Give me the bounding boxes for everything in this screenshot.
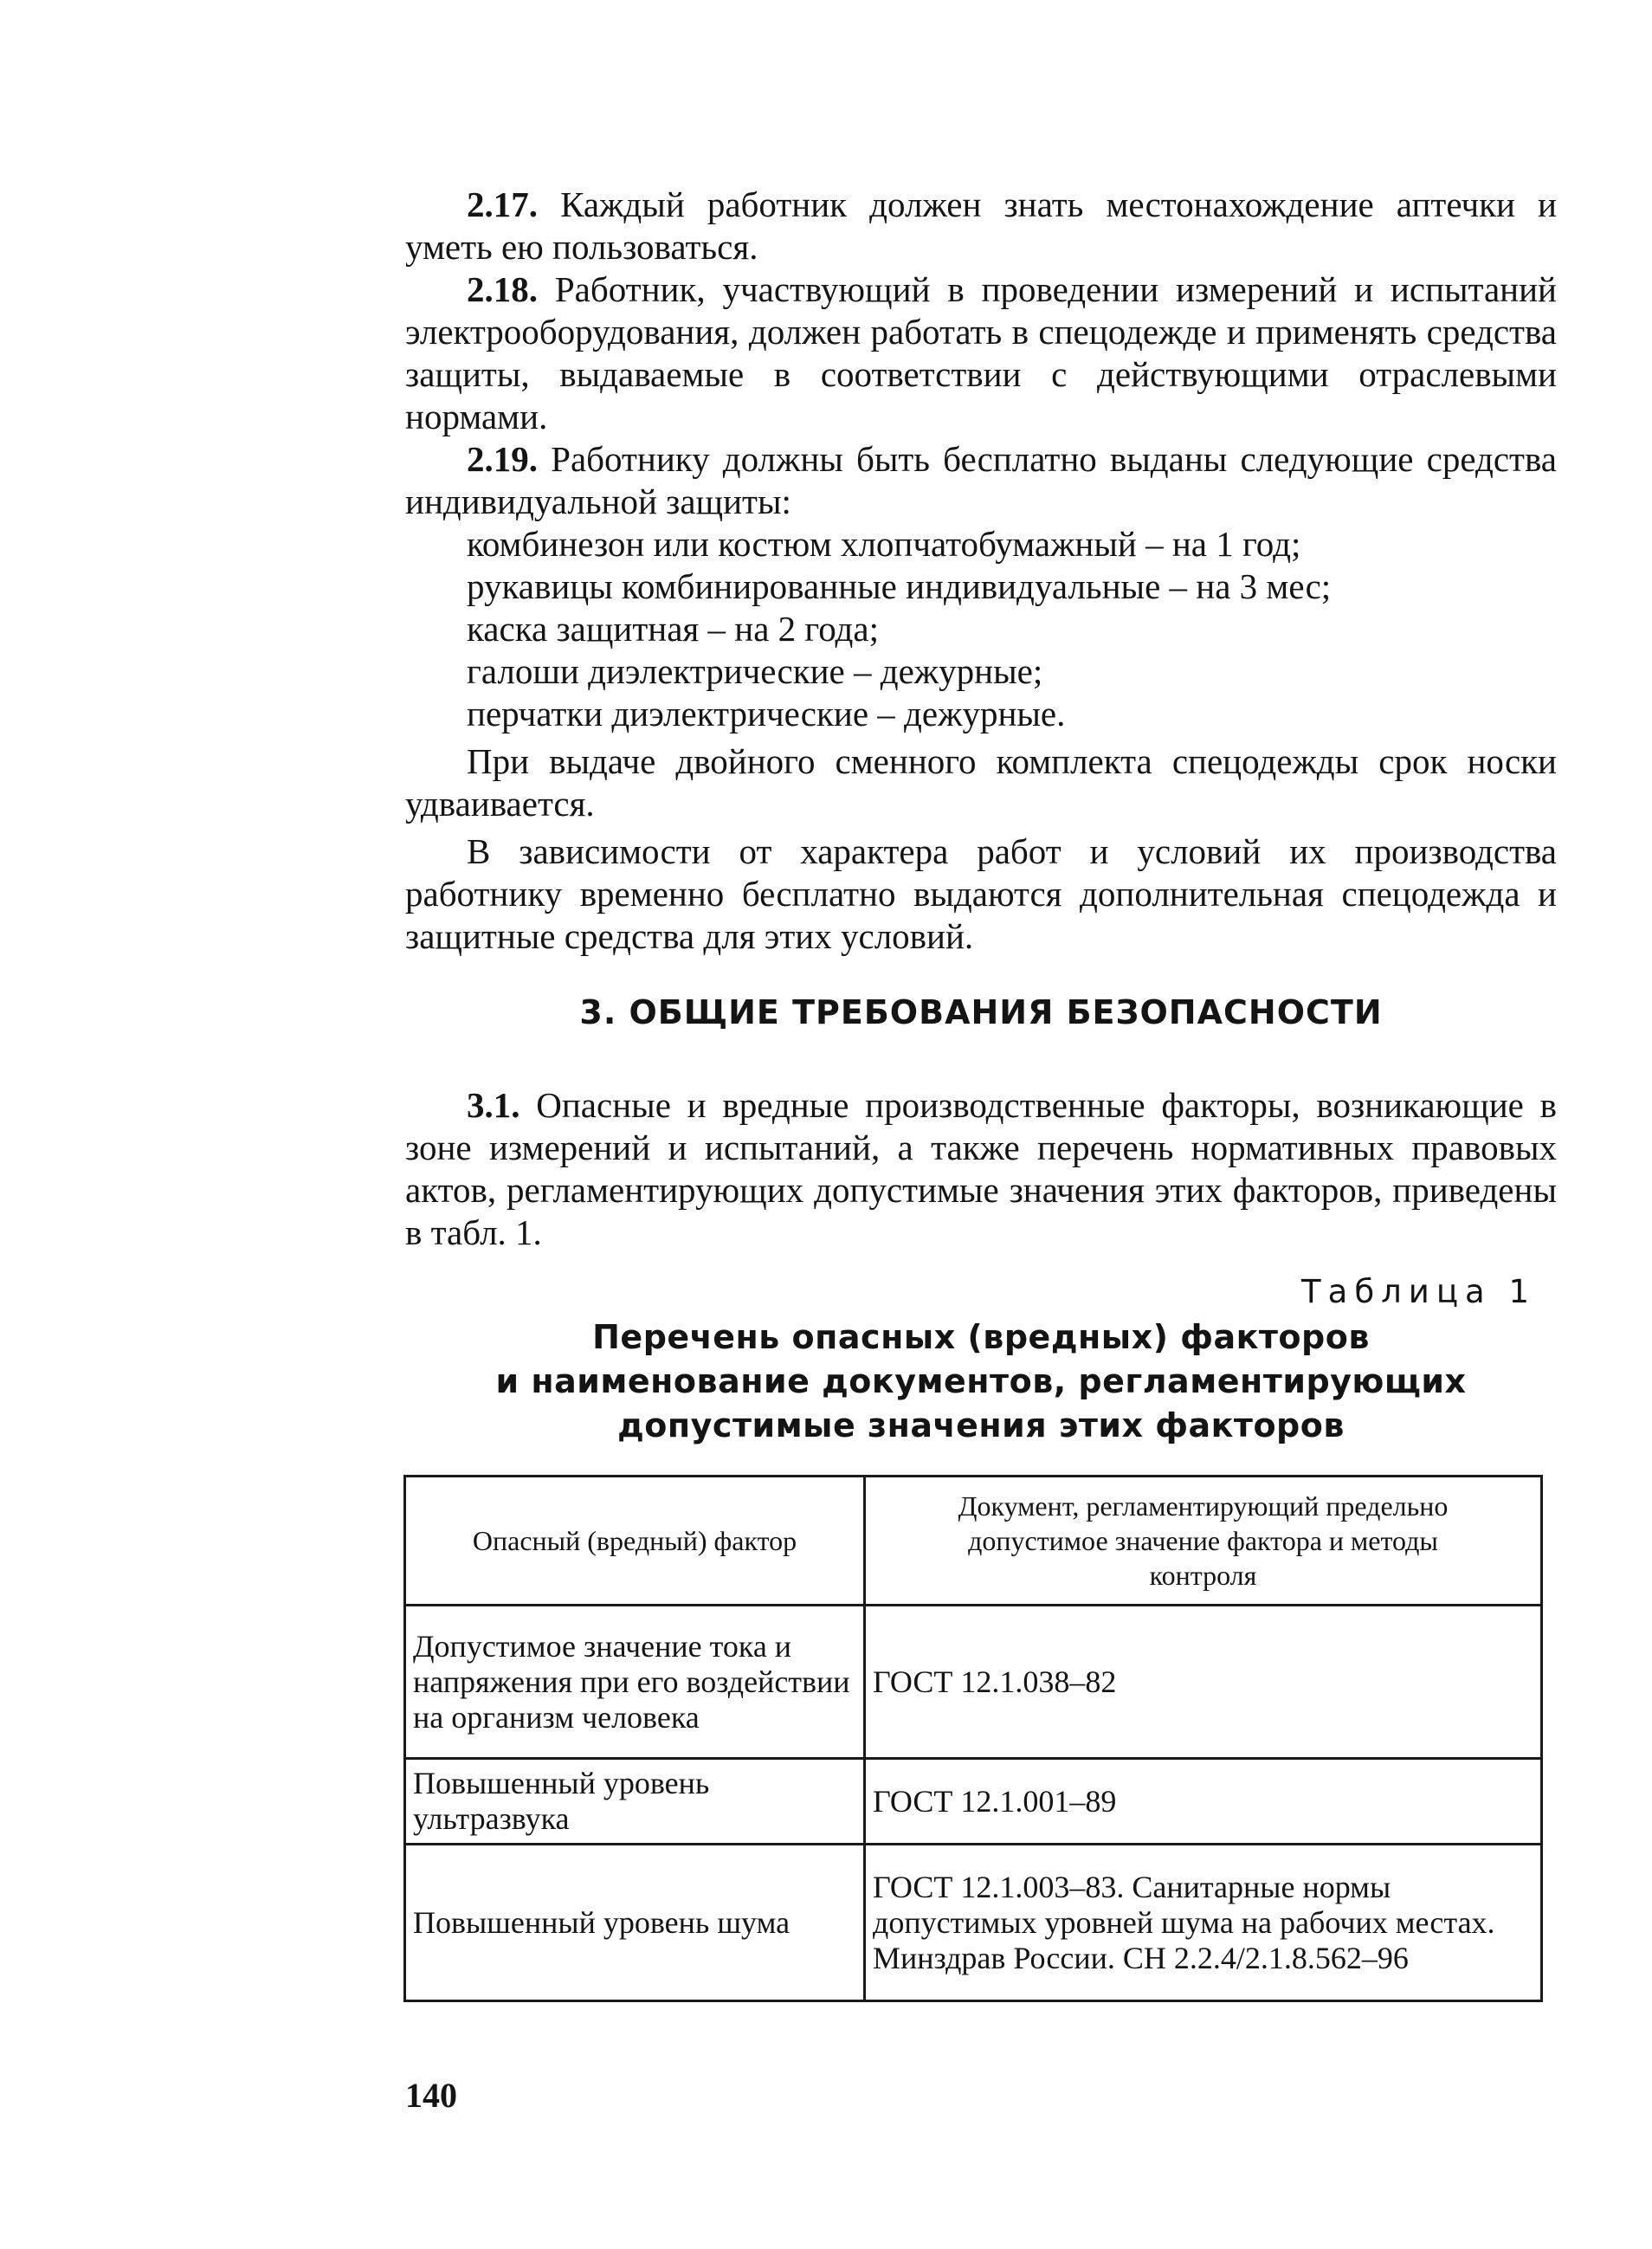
factor-cell: Повышенный уровень шума <box>405 1845 865 2001</box>
table-title-line: Перечень опасных (вредных) факторов <box>592 1318 1370 1356</box>
table-label: Таблица 1 <box>1301 1273 1536 1310</box>
clause-number: 3.1. <box>467 1085 520 1125</box>
paragraph-double-set: При выдаче двойного сменного комплекта спецодежды срок носки удваивается. <box>405 741 1557 824</box>
factor-cell: Повышенный уровень ультразвука <box>405 1759 865 1845</box>
header-document: Документ, регламентирующий предельно допустимое значение фактора и методы контроля <box>865 1477 1542 1606</box>
clause-text: Работнику должны быть бесплатно выданы следующие средства индивидуальной защиты: <box>405 439 1557 521</box>
clause-text: Опасные и вредные производственные факторы, возникающие в зоне измерений и испытаний, а также перечень нормативных правовых актов, регламентирующих допустимые значения этих факторов, приведены в табл. 1. <box>405 1085 1557 1252</box>
table-title-line: и наименование документов, регламентирующих <box>495 1362 1467 1400</box>
paragraph-2-18 <box>405 268 1557 438</box>
document-cell: ГОСТ 12.1.001–89 <box>865 1759 1542 1845</box>
paragraph-3-1 <box>405 1084 1557 1254</box>
section-heading: 3. ОБЩИЕ ТРЕБОВАНИЯ БЕЗОПАСНОСТИ <box>579 993 1383 1031</box>
document-cell: ГОСТ 12.1.003–83. Санитарные нормы допустимых уровней шума на рабочих местах. Минздрав России. СН 2.2.4/2.1.8.562–96 <box>865 1845 1542 2001</box>
table-row <box>405 1845 1542 2001</box>
factors-table <box>403 1475 1543 2002</box>
clause-number: 2.19. <box>467 439 538 479</box>
factor-cell: Допустимое значение тока и напряжения при его воздействии на организм человека <box>405 1606 865 1759</box>
header-factor: Опасный (вредный) фактор <box>405 1477 865 1606</box>
ppe-list-item: перчатки диэлектрические – дежурные. <box>467 694 1066 734</box>
clause-text: Работник, участвующий в проведении измерений и испытаний электрооборудования, должен работать в спецодежде и применять средства защиты, выдаваемые в соответствии с действующими отраслевыми нормами. <box>405 269 1557 436</box>
clause-number: 2.18. <box>467 269 538 309</box>
ppe-list-item: галоши диэлектрические – дежурные; <box>467 651 1043 691</box>
table-title <box>405 1315 1557 1448</box>
document-cell: ГОСТ 12.1.038–82 <box>865 1606 1542 1759</box>
paragraph-conditions: В зависимости от характера работ и условий их производства работнику временно бесплатно выдаются дополнительная спецодежда и защитные средства для этих условий. <box>405 831 1557 956</box>
paragraph-2-17 <box>405 184 1557 268</box>
table-row <box>405 1606 1542 1759</box>
ppe-list-item: каска защитная – на 2 года; <box>467 609 879 649</box>
clause-text: Каждый работник должен знать местонахождение аптечки и уметь ею пользоваться. <box>405 184 1557 267</box>
ppe-list-item: рукавицы комбинированные индивидуальные – на 3 мес; <box>467 566 1332 606</box>
table-header-row <box>405 1477 1542 1606</box>
section-3-text <box>405 1084 1557 1254</box>
table-row <box>405 1759 1542 1845</box>
table-title-line: допустимые значения этих факторов <box>617 1406 1345 1444</box>
section-2-text <box>405 184 1557 958</box>
ppe-list-item: комбинезон или костюм хлопчатобумажный – на 1 год; <box>467 524 1301 564</box>
clause-number: 2.17. <box>467 184 538 224</box>
paragraph-2-19 <box>405 438 1557 523</box>
page-number: 140 <box>405 2076 457 2115</box>
